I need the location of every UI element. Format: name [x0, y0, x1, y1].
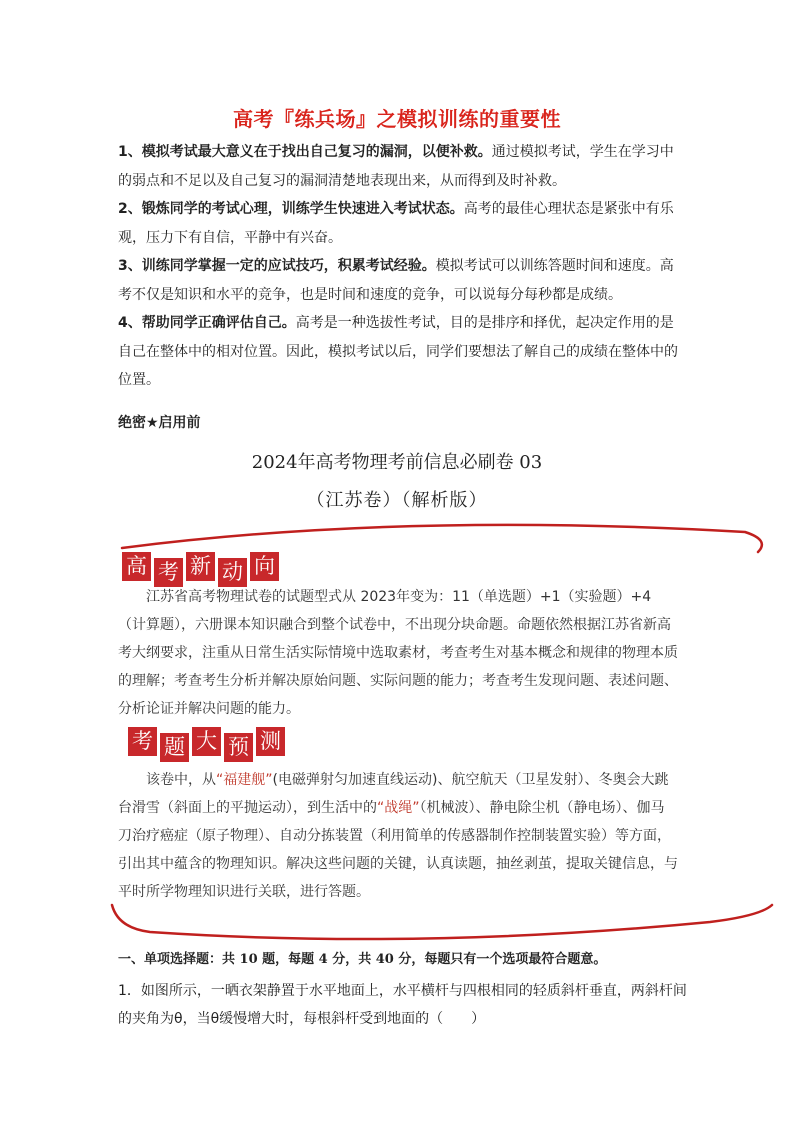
pred-text-3: （机械波）、静电除尘机（静电场）、伽马刀治疗癌症（原子物理）、自动分拣装置（利用简单的传感器制作控制装置实验）等方面，引出其中蕴含的物理知识。解决这些问题的关键，认真读题，抽丝剥茧，提取关键信息，与平时所学物理知识进行关联，进行答题。	[118, 800, 678, 900]
intro-point-1-bold: 1、模拟考试最大意义在于找出自己复习的漏洞，以便补救。	[118, 144, 492, 160]
intro-point-4-text: 高考是一种选拔性考试，目的是排序和择优，起决定作用的是自己在整体中的相对位置。因此，模拟考试以后，同学们要想法了解自己的成绩在整体中的位置。	[118, 315, 678, 388]
predictions-paragraph	[118, 766, 678, 906]
question-1-text: 1．如图所示，一晒衣架静置于水平地面上，水平横杆与四根相同的轻质斜杆垂直，两斜杆间的夹角为θ，当θ缓慢增大时，每根斜杆受到地面的（ ）	[118, 983, 687, 1027]
pred-text-1: 该卷中，从	[146, 772, 216, 788]
banner-predictions	[128, 727, 285, 762]
predictions-text	[118, 766, 678, 906]
secret-label: 绝密★启用前	[118, 415, 201, 431]
banner2-char-1: 考	[128, 727, 157, 756]
frame-bottom-curve	[112, 905, 772, 939]
frame-top-curve	[122, 525, 762, 552]
banner2-char-2: 题	[160, 733, 189, 762]
banner-new-trends	[122, 552, 279, 587]
banner2-char-5: 测	[256, 727, 285, 756]
intro-point-2-bold: 2、锻炼同学的考试心理，训练学生快速进入考试状态。	[118, 201, 464, 217]
exam-subtitle: （江苏卷）（解析版）	[306, 490, 488, 511]
exam-title: 2024年高考物理考前信息必刷卷 03	[251, 452, 543, 473]
new-trends-paragraph: 江苏省高考物理试卷的试题型式从 2023年变为：11（单选题）+1（实验题）+4（计算题），六册课本知识融合到整个试卷中，不出现分块命题。命题依然根据江苏省新高考大纲要求，注重从日常生活实际情境中选取素材，考查考生对基本概念和规律的物理本质的理解；考查考生分析并解决原始问题、实际问题的能力；考查考生发现问题、表述问题、分析论证并解决问题的能力。	[118, 589, 678, 717]
pred-highlight-1: “福建舰”	[216, 772, 273, 788]
banner1-char-3: 新	[186, 552, 215, 581]
intro-point-3-text: 模拟考试可以训练答题时间和速度。高考不仅是知识和水平的竞争，也是时间和速度的竞争，可以说每分每秒都是成绩。	[118, 258, 674, 303]
banner2-char-4: 预	[224, 733, 253, 762]
question-1	[118, 977, 688, 1033]
intro-point-2-text: 高考的最佳心理状态是紧张中有乐观，压力下有自信，平静中有兴奋。	[118, 201, 674, 246]
pred-text-2: (电磁弹射匀加速直线运动)、航空航天（卫星发射）、冬奥会大跳台滑雪（斜面上的平抛运动），到生活中的	[118, 772, 669, 816]
page-title: 高考『练兵场』之模拟训练的重要性	[233, 107, 561, 131]
banner2-char-3: 大	[192, 727, 221, 756]
banner1-char-4: 动	[218, 558, 247, 587]
question-section-header: 一、单项选择题：共 10 题，每题 4 分，共 40 分，每题只有一个选项最符合题意。	[118, 952, 607, 967]
pred-highlight-2: “战绳”	[377, 800, 420, 816]
intro-point-1-text: 通过模拟考试，学生在学习中的弱点和不足以及自己复习的漏洞清楚地表现出来，从而得到及时补救。	[118, 144, 674, 189]
intro-point-3-bold: 3、训练同学掌握一定的应试技巧，积累考试经验。	[118, 258, 436, 274]
banner1-char-5: 向	[250, 552, 279, 581]
banner1-char-1: 高	[122, 552, 151, 581]
banner1-char-2: 考	[154, 558, 183, 587]
new-trends-text	[118, 583, 678, 723]
intro-point-4-bold: 4、帮助同学正确评估自己。	[118, 315, 296, 331]
